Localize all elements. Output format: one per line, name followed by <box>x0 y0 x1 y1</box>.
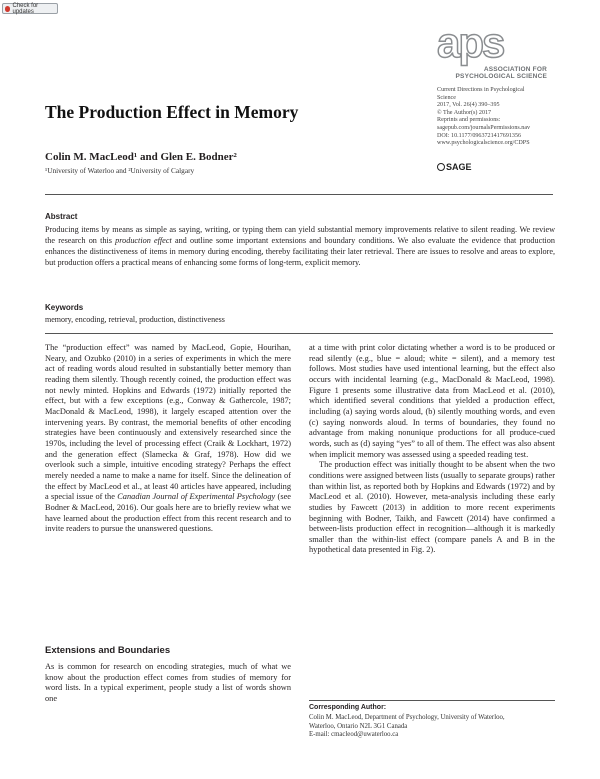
corresponding-line: Waterloo, Ontario N2L 3G1 Canada <box>309 722 408 730</box>
author-affiliations: ¹University of Waterloo and ²University of Calgary <box>45 166 195 175</box>
corresponding-line: Colin M. MacLeod, Department of Psychology, University of Waterloo, <box>309 714 505 721</box>
body-text: The “production effect” was named by MacLeod, Gopie, Hourihan, Neary, and Ozubko (2010) in a series of experiments in which the mere act of reading words aloud resulted in substantially better memory than reading them silently. Though recently coined, the production effect was not newly minted. Hopkins and Edwards (1972) initially reported the effect, but with a few exceptions (e.g., Conway & Gathercole, 1987; MacDonald & MacLeod, 1998), it largely escaped attention over the intervening years. By contrast, the memorial benefits of other encoding strategies have been continuously and extensively researched since the 1970s, including the level of processing effect (Craik & Lockhart, 1972) and the generation effect (Slamecka & Graf, 1978). How did we overlook such a simple, intuitive encoding strategy? Perhaps the effect merely needed a name to make a name for itself. Since the delineation of the effect by MacLeod et al., at least 40 articles have appeared, including a special issue of the <box>45 343 291 502</box>
body-paragraph <box>45 343 291 535</box>
body-paragraph: The production effect was initially thought to be absent when the two conditions were assigned between lists (usually to separate groups) rather than within list, as reported both by Hopkins and Edwards (1972) and by MacLeod et al. (2010). However, meta-analysis including these early studies by Fawcett (2013) in addition to more recent experiments beginning with Bodner, Taikh, and Fawcett (2014) have confirmed a between-lists production effect in recognition—although it is markedly smaller than the within-list effect (compare panels A and B in the hypothetical data presented in Fig. 2). <box>309 460 555 555</box>
aps-name-line2: PSYCHOLOGICAL SCIENCE <box>455 73 547 80</box>
abstract-emphasis: production effect <box>115 236 172 246</box>
article-title: The Production Effect in Memory <box>45 102 299 122</box>
body-text: (see Bodner & MacLeod, 2016). Our goals here are to briefly review what we have learned about the production effect from this recent research and to invite readers to pursue the unanswered questions. <box>45 492 291 534</box>
keywords-list: memory, encoding, retrieval, production, distinctiveness <box>45 315 225 324</box>
update-icon <box>5 6 10 12</box>
aps-name-line1: ASSOCIATION FOR <box>483 66 547 73</box>
meta-line: 2017, Vol. 26(4) 390–395 <box>437 102 500 109</box>
aps-logo: aps <box>437 19 504 66</box>
abstract-text <box>45 224 555 268</box>
abstract-part: and outline some important extensions and boundary conditions. We also evaluate the evidence that production enhances the distinctiveness of items in memory during encoding, thereby facilitating their later retrieval. There are issues to resolve and areas to explore, but production offers a practical means of enhancing some forms of long-term, explicit memory. <box>45 236 555 268</box>
sage-circle-icon <box>437 163 445 171</box>
meta-line: sagepub.com/journalsPermissions.nav <box>437 124 531 131</box>
badge-label: Check for updates <box>12 2 39 15</box>
body-right-column <box>309 343 555 556</box>
body-left-column <box>45 343 291 535</box>
corresponding-email[interactable]: E-mail: cmacleod@uwaterloo.ca <box>309 731 399 738</box>
footnote-divider <box>309 700 555 701</box>
abstract-heading: Abstract <box>45 212 78 221</box>
meta-line: Current Directions in Psychological <box>437 87 525 93</box>
abstract-part: Producing items by means as simple as saying, writing, or typing them can yield substantial memory improvements relative to silent reading. We review the research on this <box>45 225 555 246</box>
check-for-updates-badge[interactable] <box>2 3 58 14</box>
divider <box>45 194 553 195</box>
corresponding-author-details <box>309 714 505 740</box>
meta-line: www.psychologicalscience.org/CDPS <box>437 140 530 147</box>
sage-label: SAGE <box>446 162 472 172</box>
keywords-heading: Keywords <box>45 303 84 312</box>
journal-meta <box>437 87 582 148</box>
section-heading: Extensions and Boundaries <box>45 645 171 656</box>
article-authors: Colin M. MacLeod¹ and Glen E. Bodner² <box>45 151 237 163</box>
body-paragraph: at a time with print color dictating whether a word is to be produced or read silently (e.g., blue = aloud; white = silent), and a memory test follows. Most studies have used intentional learning, but the effect also occurs with incidental learning (e.g., MacDonald & MacLeod, 1998). Figure 1 presents some illustrative data from MacLeod et al. (2010), which identified several conditions that yielded a production effect, including (a) saying words aloud, (b) silently mouthing words, and even (c) saying nonwords aloud. In terms of boundaries, they found no advantage from making nonunique productions for all produce-cued words, such as (d) saying “yes” to all of them. The effect was also absent when implicit memory was assessed using a speeded reading test. <box>309 343 555 459</box>
divider <box>45 333 553 334</box>
meta-line: Science <box>437 94 456 101</box>
body-left-column-2 <box>45 662 291 705</box>
meta-line: DOI: 10.1177/0963721417691356 <box>437 132 522 139</box>
sage-logo <box>437 162 472 172</box>
body-paragraph: As is common for research on encoding strategies, much of what we know about the production effect comes from studies of memory for word lists. In a typical experiment, people study a list of words shown one <box>45 662 291 703</box>
meta-line: © The Author(s) 2017 <box>437 109 492 116</box>
journal-name: Canadian Journal of Experimental Psychology <box>117 492 276 502</box>
corresponding-author-heading: Corresponding Author: <box>309 704 387 711</box>
meta-line: Reprints and permissions: <box>437 117 501 124</box>
